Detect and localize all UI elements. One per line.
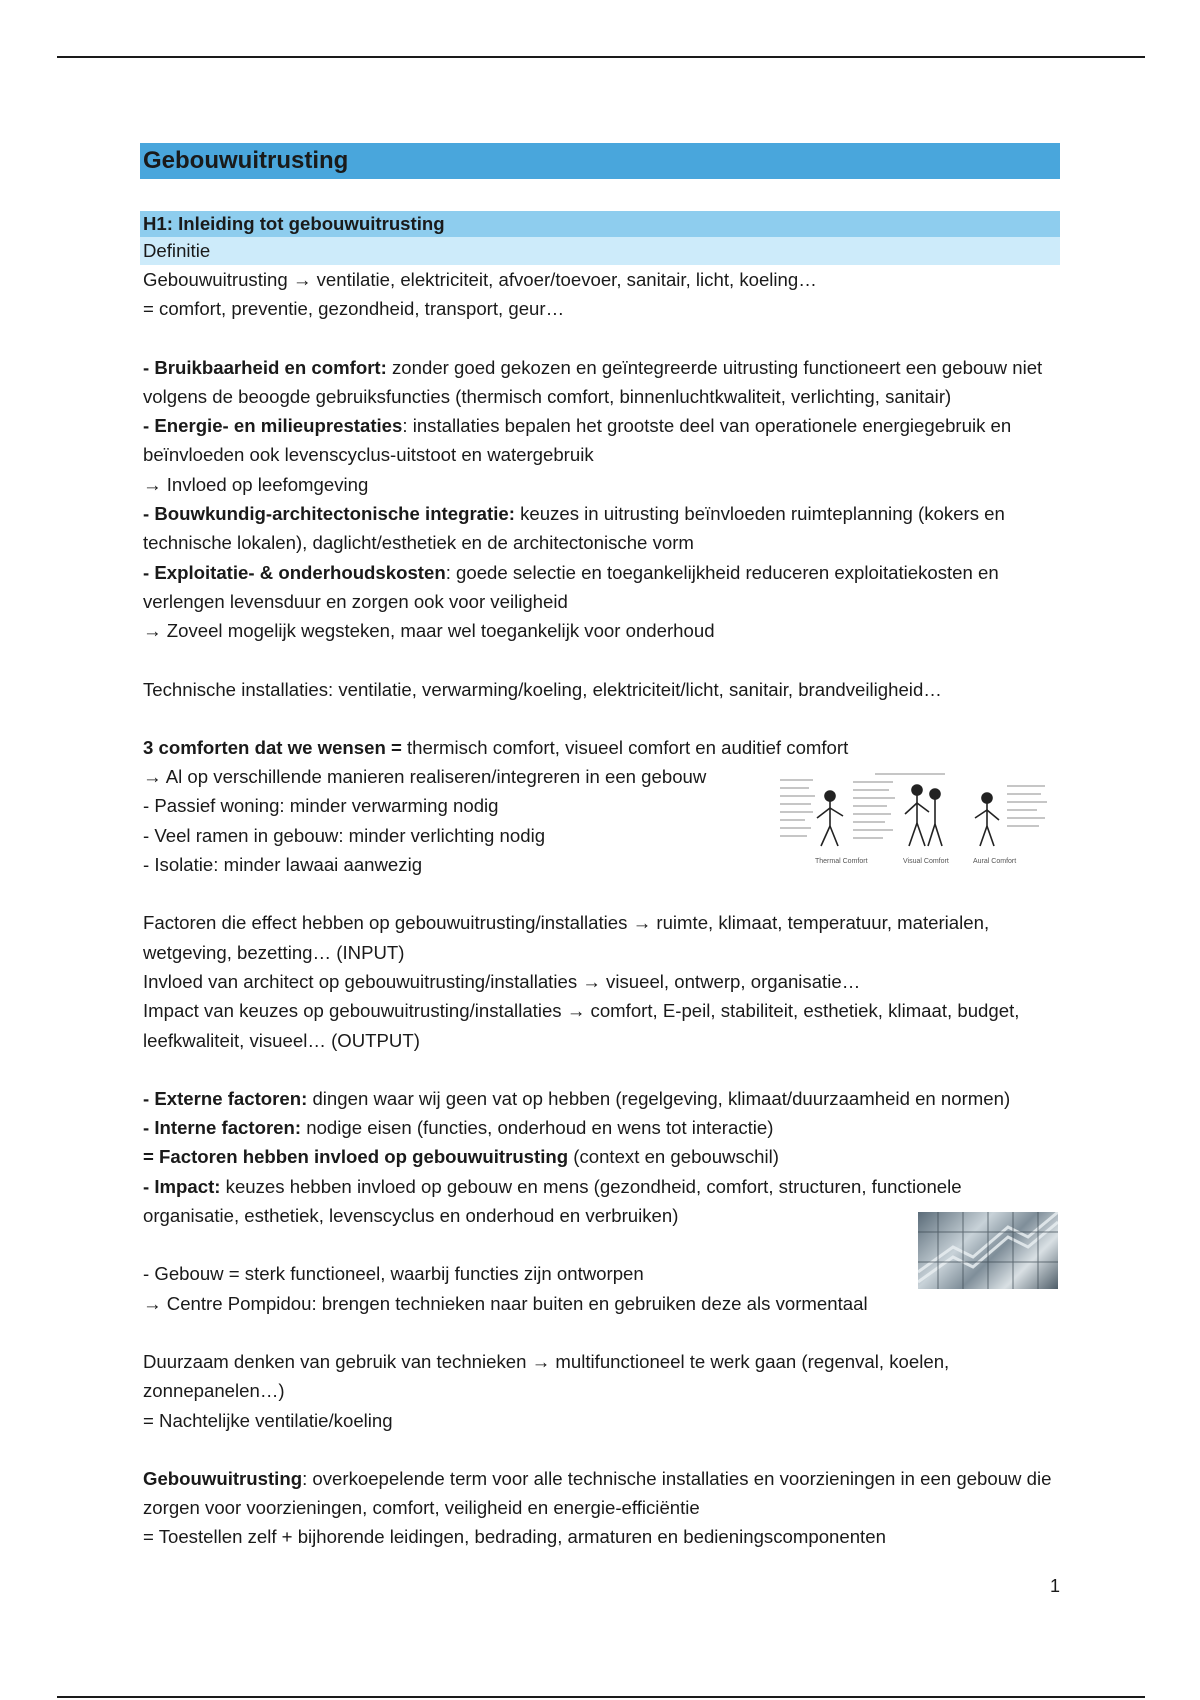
text-line: - Passief woning: minder verwarming nodig xyxy=(143,795,499,817)
bullet-label: - Bruikbaarheid en comfort: xyxy=(143,356,387,378)
bullet-integration xyxy=(140,499,1060,558)
bullet-text: nodige eisen (functies, onderhoud en wens tot interactie) xyxy=(301,1117,774,1139)
comforts-label: 3 comforten dat we wensen = xyxy=(143,736,402,758)
bullet-text: : installaties bepalen het grootste deel van operationele energiegebruik en beïnvloeden ook levenscyclus-uitstoot en watergebruik xyxy=(143,415,1012,466)
definition-line xyxy=(140,1464,1060,1523)
definition-label: Gebouwuitrusting xyxy=(143,1467,303,1489)
figure-caption: Thermal Comfort xyxy=(815,858,868,865)
figure-caption: Visual Comfort xyxy=(903,858,949,865)
bullet-text: zonder goed gekozen en geïntegreerde uitrusting functioneert een gebouw niet volgens de beoogde gebruiksfuncties (thermisch comfort, binnenluchtkwaliteit, verlichting, sanitair) xyxy=(143,356,1043,407)
factors-line: Factoren die effect hebben op gebouwuitrusting/installaties → ruimte, klimaat, temperatuur, materialen, wetgeving, bezetting… (INPUT) xyxy=(143,912,990,963)
bullet-costs xyxy=(140,558,1060,617)
bullet-internal xyxy=(140,1113,1060,1142)
text-line: - Isolatie: minder lawaai aanwezig xyxy=(143,854,423,876)
arrow-line: → Zoveel mogelijk wegsteken, maar wel toegankelijk voor onderhoud xyxy=(143,620,715,642)
text-line: - Veel ramen in gebouw: minder verlichting nodig xyxy=(143,824,546,846)
text-line: → Centre Pompidou: brengen technieken naar buiten en gebruiken deze als vormentaal xyxy=(143,1292,868,1314)
factors-influence xyxy=(140,1142,1060,1171)
figure-caption: Aural Comfort xyxy=(973,858,1017,865)
document-title: Gebouwuitrusting xyxy=(140,143,1060,179)
bullet-text: keuzes in uitrusting beïnvloeden ruimteplanning (kokers en technische lokalen), daglicht/esthetiek en de architectonische vorm xyxy=(143,503,1005,554)
centre-pompidou-photo xyxy=(918,1212,1058,1289)
bullet-external xyxy=(140,1084,1060,1113)
arrow-line: → Invloed op leefomgeving xyxy=(143,473,369,495)
bullet-label: - Interne factoren: xyxy=(143,1117,302,1139)
text-line: → Al op verschillende manieren realiseren/integreren in een gebouw xyxy=(143,766,707,788)
text-line: - Gebouw = sterk functioneel, waarbij functies zijn ontworpen xyxy=(143,1263,644,1285)
sustainable-line: Duurzaam denken van gebruik van technieken → multifunctioneel te werk gaan (regenval, koelen, zonnepanelen…) xyxy=(143,1350,950,1402)
text-line: Gebouwuitrusting → ventilatie, elektriciteit, afvoer/toevoer, sanitair, licht, koeling… xyxy=(143,269,817,290)
bullet-text: (context en gebouwschil) xyxy=(568,1146,779,1168)
bullet-text: keuzes hebben invloed op gebouw en mens (gezondheid, comfort, structuren, functionele organisatie, esthetiek, levenscyclus en onderhoud en verbruiken) xyxy=(143,1175,962,1227)
text-line: = Toestellen zelf + bijhorende leidingen, bedrading, armaturen en bedieningscomponenten xyxy=(143,1526,886,1548)
text-line: = Nachtelijke ventilatie/koeling xyxy=(143,1409,393,1431)
bullet-energy xyxy=(140,411,1060,470)
chapter-heading: H1: Inleiding tot gebouwuitrusting xyxy=(140,211,1060,237)
impact-line: Impact van keuzes op gebouwuitrusting/installaties → comfort, E-peil, stabiliteit, esthetiek, klimaat, budget, leefkwaliteit, visueel… (OUTPUT) xyxy=(143,1000,1020,1051)
page-number: 1 xyxy=(1049,1576,1060,1596)
bullet-label: - Externe factoren: xyxy=(143,1087,308,1109)
bullet-text: : goede selectie en toegankelijkheid reduceren exploitatiekosten en verlengen levensduur en zorgen ook voor veiligheid xyxy=(143,561,999,612)
comforts-text: thermisch comfort, visueel comfort en auditief comfort xyxy=(401,736,849,758)
text-line: = comfort, preventie, gezondheid, transport, geur… xyxy=(143,298,565,320)
bullet-label: - Exploitatie- & onderhoudskosten xyxy=(143,561,446,583)
bullet-label: - Bouwkundig-architectonische integratie: xyxy=(143,503,515,525)
bullet-label: = Factoren hebben invloed op gebouwuitrusting xyxy=(143,1146,569,1168)
bullet-label: - Energie- en milieuprestaties xyxy=(143,415,403,437)
bullet-label: - Impact: xyxy=(143,1175,221,1197)
comforts-line xyxy=(140,733,1060,762)
comfort-diagram-image xyxy=(775,768,1055,868)
header-rule xyxy=(57,56,1145,58)
definition-text: : overkoepelende term voor alle technische installaties en voorzieningen in een gebouw die zorgen voor voorzieningen, comfort, veiligheid en energie-efficiëntie xyxy=(143,1467,1052,1519)
bullet-text: dingen waar wij geen vat op hebben (regelgeving, klimaat/duurzaamheid en normen) xyxy=(307,1087,1011,1109)
bullet-usability xyxy=(140,353,1060,412)
footer-rule xyxy=(57,1696,1145,1698)
subheading: Definitie xyxy=(140,237,1060,265)
architect-line: Invloed van architect op gebouwuitrusting/installaties → visueel, ontwerp, organisatie… xyxy=(143,970,861,992)
technical-installations: Technische installaties: ventilatie, verwarming/koeling, elektriciteit/licht, sanitair, brandveiligheid… xyxy=(143,678,942,700)
